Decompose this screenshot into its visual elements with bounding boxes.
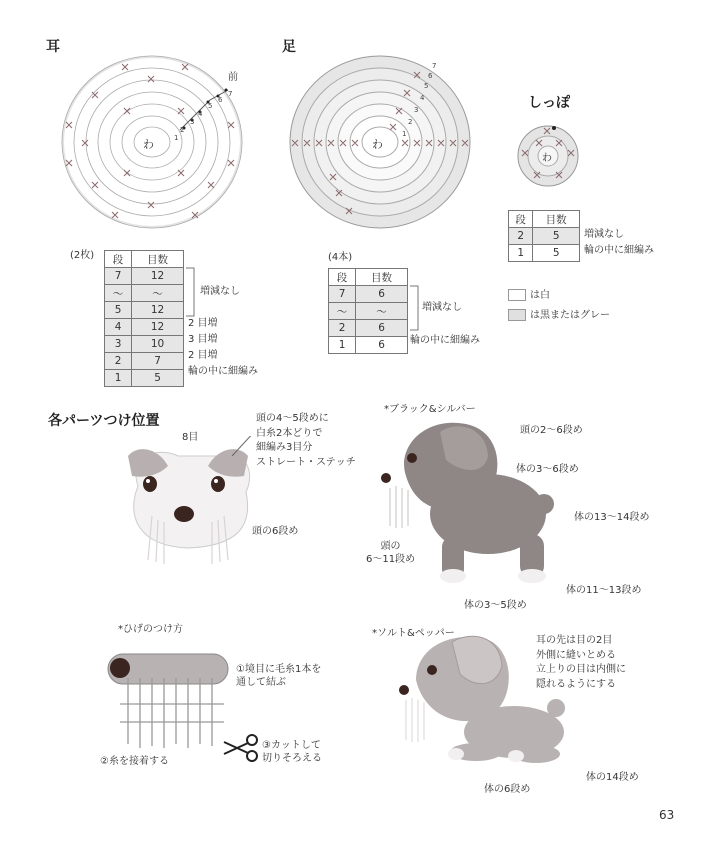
legend-gray-swatch <box>508 309 526 321</box>
table-cell: 5 <box>105 302 132 319</box>
ear-title: 耳 <box>46 39 60 55</box>
parts-title: 各パーツつけ位置 <box>48 413 160 429</box>
table-cell: 12 <box>132 319 184 336</box>
table-cell: 5 <box>132 370 184 387</box>
foot-table-head-row: 段 <box>329 269 356 286</box>
tail-note-0: 増減なし <box>584 229 624 240</box>
foot-round-1: 1 <box>402 130 407 138</box>
ear-round-2: 2 <box>180 126 185 134</box>
legend-white-swatch <box>508 289 526 301</box>
table-cell: 1 <box>509 245 533 262</box>
foot-count-label: (4本) <box>328 252 353 263</box>
foot-crochet-chart <box>284 52 480 232</box>
table-cell: 12 <box>132 302 184 319</box>
ear-note-3: 2 目増 <box>188 318 218 329</box>
foot-round-7: 7 <box>432 62 437 70</box>
legend-gray-label: は黒またはグレー <box>530 310 610 321</box>
eye-label: 8目 <box>182 432 199 443</box>
table-cell: 12 <box>132 268 184 285</box>
table-cell: 〜 <box>105 285 132 302</box>
tail-table <box>508 210 580 262</box>
table-cell: 2 <box>509 228 533 245</box>
foot-round-4: 4 <box>420 94 425 102</box>
ear-table-head-count: 目数 <box>132 251 184 268</box>
table-cell: 4 <box>105 319 132 336</box>
table-cell: 7 <box>329 286 356 303</box>
dog-face-illustration <box>118 436 258 572</box>
table-cell: 〜 <box>356 303 408 320</box>
head-row-label: 頭の6段め <box>252 526 299 537</box>
foot-round-2: 2 <box>408 118 413 126</box>
foot-brace <box>408 284 422 334</box>
whisker-step1: ①境目に毛糸1本を 通して結ぶ <box>236 664 322 688</box>
bs-head-6-11: 頭の 6〜11段め <box>366 541 416 565</box>
ear-front-label: 前 <box>228 72 238 83</box>
whisker-title: *ひげのつけ方 <box>118 624 183 635</box>
table-cell: 1 <box>105 370 132 387</box>
tail-table-head-row: 段 <box>509 211 533 228</box>
ear-count-label: (2枚) <box>70 250 95 261</box>
table-cell: 〜 <box>132 285 184 302</box>
foot-table <box>328 268 408 354</box>
ear-round-3: 3 <box>190 118 195 126</box>
ear-brace <box>184 266 198 320</box>
ear-note-5: 2 目増 <box>188 350 218 361</box>
foot-round-3: 3 <box>414 106 419 114</box>
table-cell: 10 <box>132 336 184 353</box>
foot-center-label: わ <box>372 138 383 151</box>
table-cell: 5 <box>533 228 580 245</box>
ear-note-4: 3 目増 <box>188 334 218 345</box>
table-cell: 2 <box>329 320 356 337</box>
ear-note-1: 増減なし <box>200 286 240 297</box>
ear-center-label: わ <box>143 138 154 151</box>
sp-ear-note: 耳の先は目の2目 外側に縫いとめる 立上りの目は内側に 隠れるようにする <box>536 635 626 690</box>
legend-gray <box>508 306 610 321</box>
whisker-step3: ③カットして 切りそろえる <box>262 740 322 764</box>
salt-pepper-title: *ソルト&ペッパー <box>372 628 455 639</box>
bs-body-3-5: 体の3〜5段め <box>464 600 527 611</box>
scissors-icon <box>222 734 260 762</box>
table-cell: 6 <box>356 286 408 303</box>
ear-table-head-row: 段 <box>105 251 132 268</box>
bs-body-tail: 体の3〜6段め <box>516 464 579 475</box>
table-cell: 7 <box>132 353 184 370</box>
table-cell: 2 <box>105 353 132 370</box>
foot-note-1: 増減なし <box>422 302 462 313</box>
ear-note-6: 輪の中に細編み <box>188 366 258 377</box>
sp-body-6: 体の6段め <box>484 784 531 795</box>
legend-white <box>508 286 550 301</box>
tail-note-1: 輪の中に細編み <box>584 245 654 256</box>
black-silver-dog-illustration <box>376 416 576 606</box>
legend-white-label: は白 <box>530 290 550 301</box>
ear-round-7: 7 <box>228 90 233 98</box>
ear-round-4: 4 <box>198 110 203 118</box>
table-cell: 1 <box>329 337 356 354</box>
bs-body-13-14: 体の13〜14段め <box>574 512 650 523</box>
ear-round-5: 5 <box>208 102 213 110</box>
table-cell: 3 <box>105 336 132 353</box>
tail-crochet-chart <box>514 120 586 190</box>
tail-center-label: わ <box>542 153 552 164</box>
ear-round-6: 6 <box>218 96 223 104</box>
table-cell: 6 <box>356 337 408 354</box>
foot-title: 足 <box>282 39 296 55</box>
table-cell: 6 <box>356 320 408 337</box>
ear-table <box>104 250 184 387</box>
bs-body-11-13: 体の11〜13段め <box>566 585 642 596</box>
foot-round-5: 5 <box>424 82 429 90</box>
bs-head-ear: 頭の2〜6段め <box>520 425 583 436</box>
tail-table-head-count: 目数 <box>533 211 580 228</box>
foot-table-head-count: 目数 <box>356 269 408 286</box>
ear-crochet-chart <box>52 52 262 232</box>
foot-note-3: 輪の中に細編み <box>410 335 480 346</box>
whisker-step2: ②糸を接着する <box>100 756 169 767</box>
sp-body-14: 体の14段め <box>586 772 639 783</box>
tail-title: しっぽ <box>528 95 570 111</box>
face-note: 頭の4〜5段めに 白糸2本どりで 細編み3目分 ストレート・ステッチ <box>256 413 356 468</box>
page-number: 63 <box>659 808 675 822</box>
table-cell: 7 <box>105 268 132 285</box>
black-silver-title: *ブラック&シルバー <box>384 404 476 415</box>
ear-round-1: 1 <box>174 134 179 142</box>
foot-round-6: 6 <box>428 72 433 80</box>
table-cell: 5 <box>533 245 580 262</box>
table-cell: 〜 <box>329 303 356 320</box>
